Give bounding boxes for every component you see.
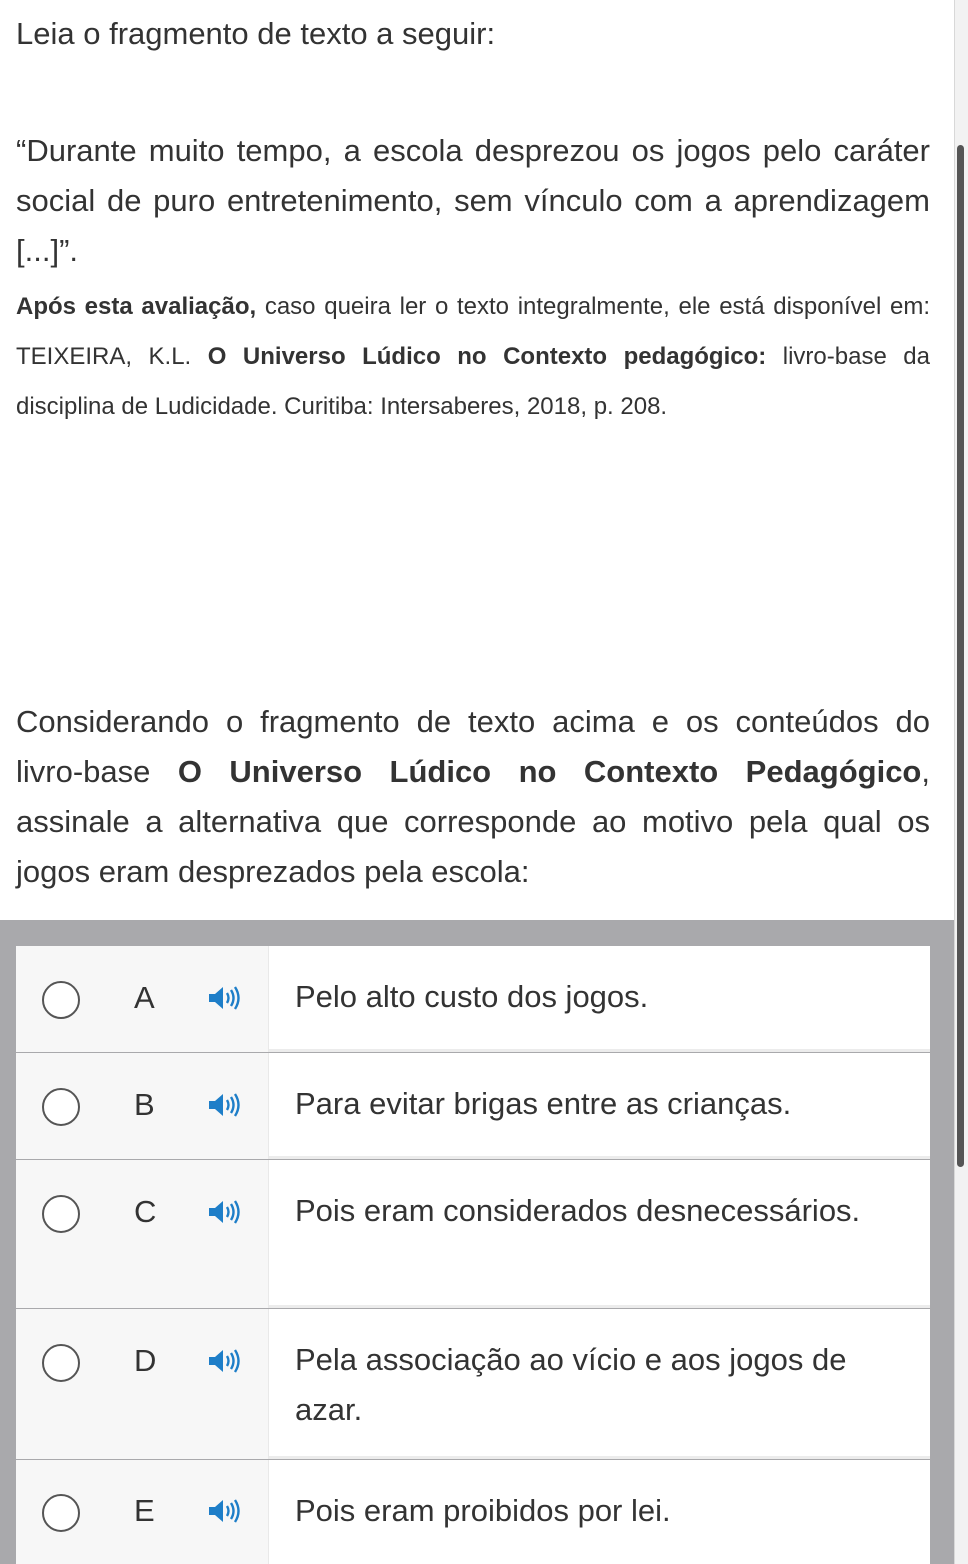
reference-lead: Após esta avaliação,: [16, 293, 257, 320]
option-b-body[interactable]: [269, 1053, 930, 1159]
option-d-body[interactable]: [269, 1309, 930, 1459]
option-b-controls: [16, 1053, 269, 1159]
reference-part-1: caso queira ler o texto integralmente, ele está disponível em: TEIXEIRA, K.L.: [16, 293, 930, 370]
option-letter: D: [134, 1343, 157, 1378]
intro-text: Leia o fragmento de texto a seguir:: [16, 16, 496, 51]
radio-icon[interactable]: [42, 1195, 80, 1233]
speaker-icon[interactable]: [208, 1498, 242, 1524]
option-c-controls: [16, 1160, 269, 1308]
option-d[interactable]: [16, 1309, 930, 1459]
reference-book-title: O Universo Lúdico no Contexto pedagógico:: [207, 343, 767, 370]
question-part-1: Considerando o fragmento de texto acima e os conteúdos do livro-base: [16, 704, 930, 789]
reference-part-2: livro-base da disciplina de Ludicidade. Curitiba: Intersaberes, 2018, p. 208.: [16, 343, 931, 420]
option-letter: E: [134, 1493, 155, 1528]
option-e-controls: [16, 1460, 269, 1564]
option-text: Pelo alto custo dos jogos.: [295, 979, 649, 1014]
option-text: Pois eram considerados desnecessários.: [295, 1193, 861, 1228]
radio-icon[interactable]: [42, 981, 80, 1019]
question-book-title: O Universo Lúdico no Contexto Pedagógico: [177, 754, 922, 789]
radio-icon[interactable]: [42, 1344, 80, 1382]
option-letter: C: [134, 1194, 157, 1229]
radio-icon[interactable]: [42, 1088, 80, 1126]
answer-options: [16, 946, 930, 1564]
option-b[interactable]: [16, 1053, 930, 1159]
question-text: [16, 697, 930, 897]
option-text: Pela associação ao vício e aos jogos de azar.: [295, 1342, 847, 1427]
option-c-body[interactable]: [269, 1160, 930, 1308]
reference-text: [16, 282, 930, 432]
speaker-icon[interactable]: [208, 985, 242, 1011]
quote-text: “Durante muito tempo, a escola desprezou os jogos pelo caráter social de puro entretenimento, sem vínculo com a aprendizagem [...]”.: [16, 133, 930, 268]
scrollbar-thumb[interactable]: [957, 145, 964, 1167]
option-e[interactable]: [16, 1460, 930, 1564]
option-text: Para evitar brigas entre as crianças.: [295, 1086, 792, 1121]
speaker-icon[interactable]: [208, 1348, 242, 1374]
option-text: Pois eram proibidos por lei.: [295, 1493, 671, 1528]
option-a-controls: [16, 946, 269, 1052]
option-e-body[interactable]: [269, 1460, 930, 1564]
option-a[interactable]: [16, 946, 930, 1052]
option-letter: B: [134, 1087, 155, 1122]
option-letter: A: [134, 980, 155, 1015]
speaker-icon[interactable]: [208, 1199, 242, 1225]
radio-icon[interactable]: [42, 1494, 80, 1532]
speaker-icon[interactable]: [208, 1092, 242, 1118]
option-a-body[interactable]: [269, 946, 930, 1052]
option-d-controls: [16, 1309, 269, 1459]
option-c[interactable]: [16, 1160, 930, 1308]
question-part-2: , assinale a alternativa que corresponde ao motivo pela qual os jogos eram desprezados pela escola:: [16, 754, 930, 889]
